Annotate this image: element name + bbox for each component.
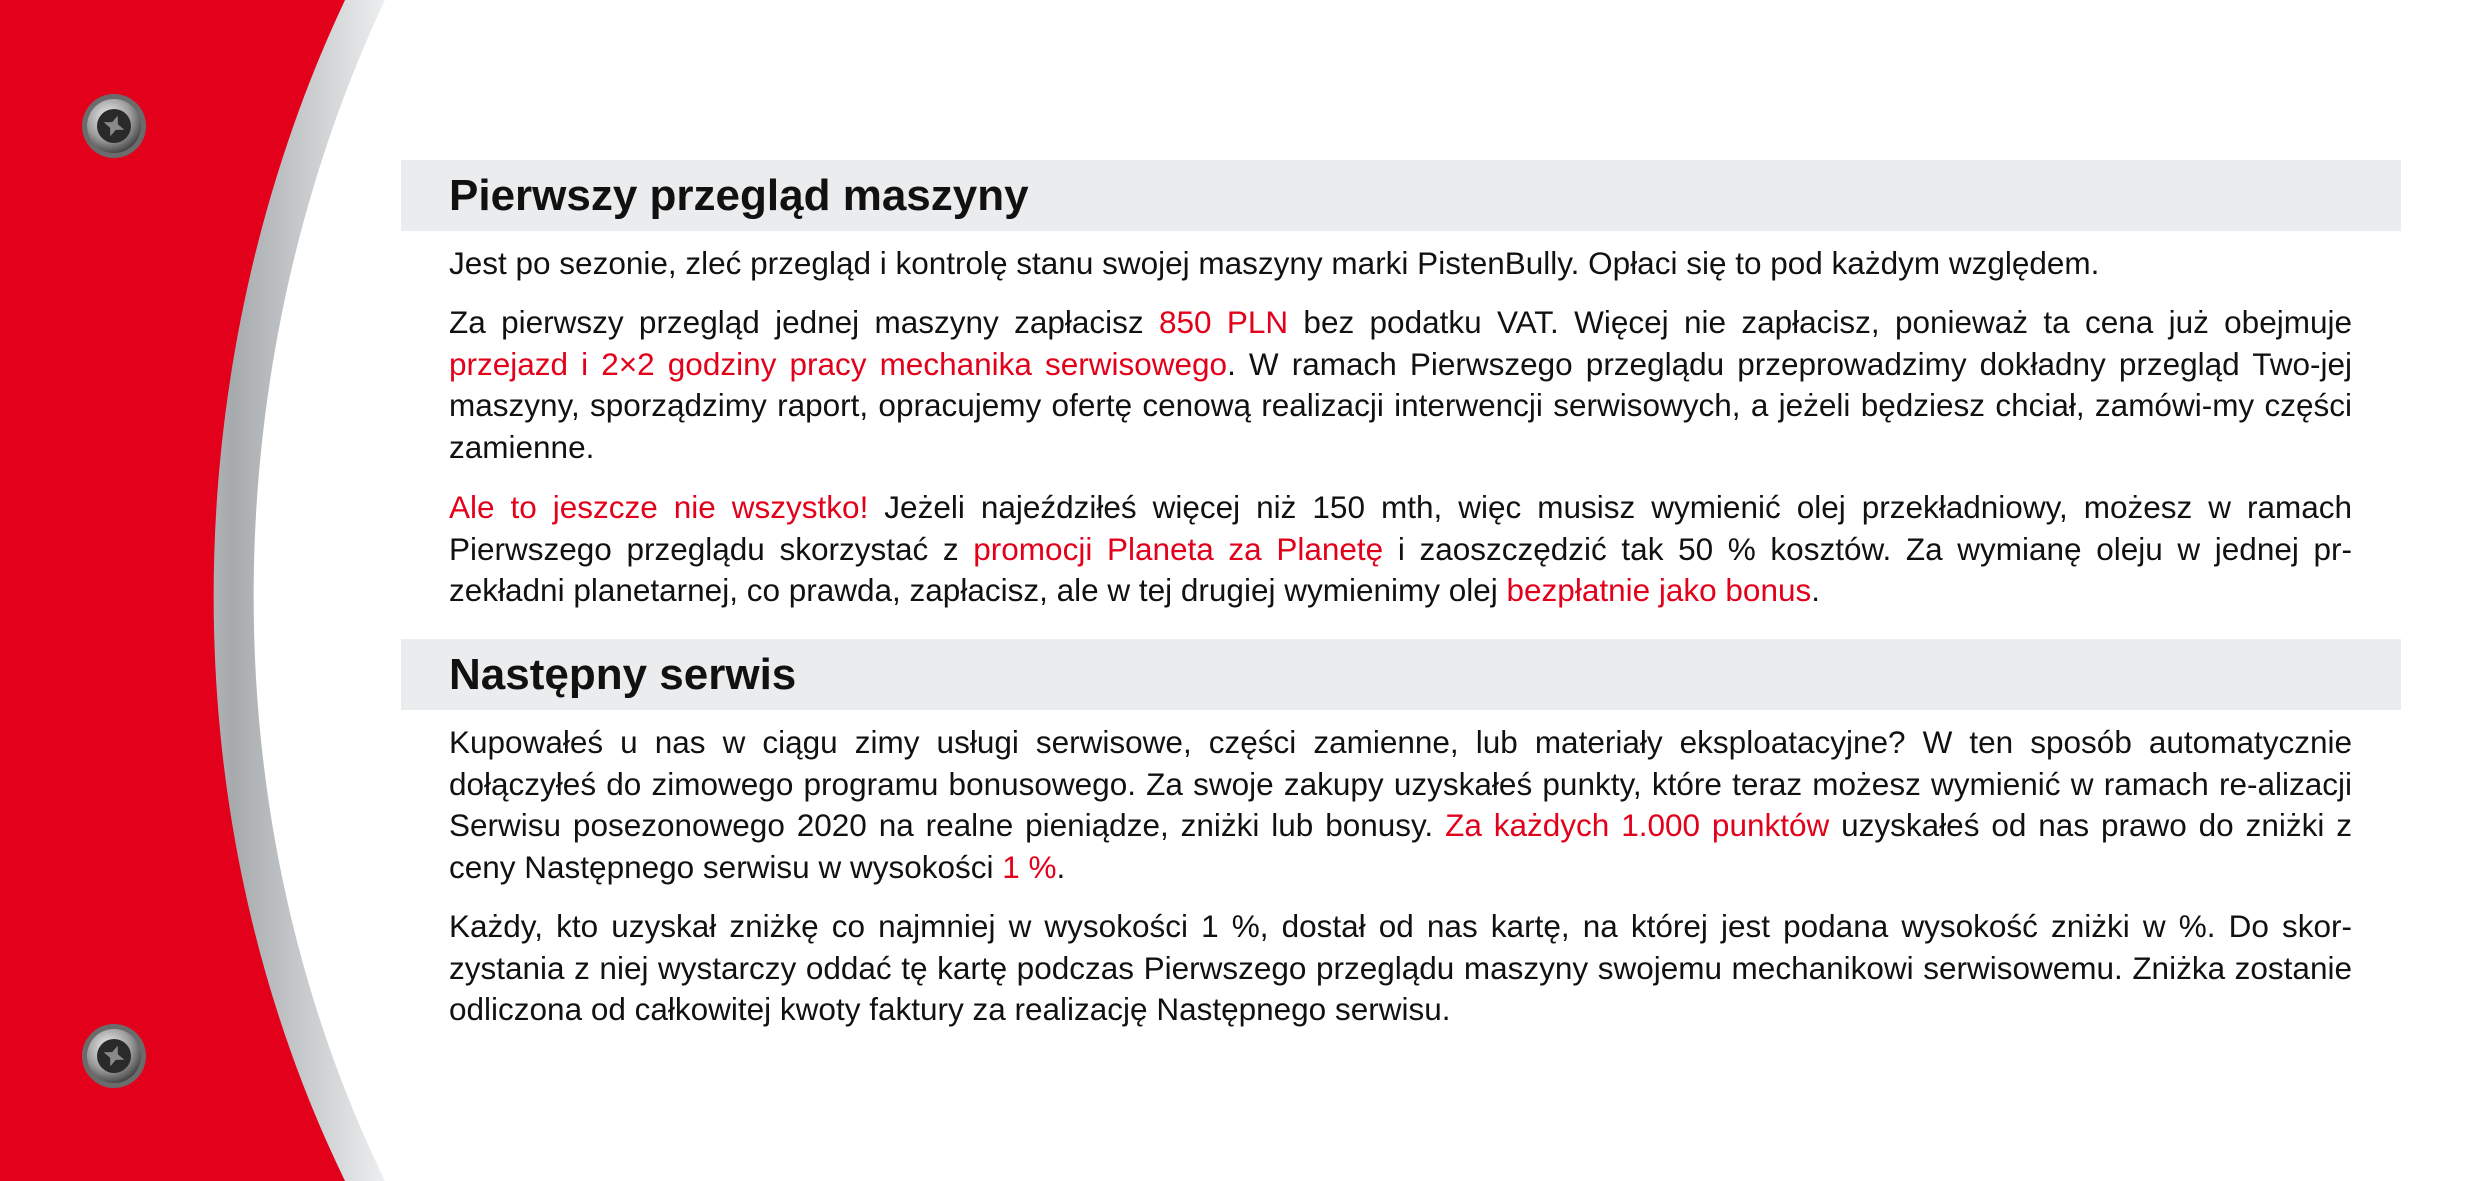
- highlight-promo: promocji Planeta za Planetę: [973, 530, 1384, 567]
- highlight-percent: 1 %: [1002, 848, 1057, 885]
- paragraph-price: Za pierwszy przegląd jednej maszyny zapłacisz 850 PLN bez podatku VAT. Więcej nie zapłacisz, ponieważ ta cena już obejmuje przejazd i 2×2 godziny pracy mechanika serwisowego. W ramach Pierwszego przeglądu przeprowadzimy dokładny przegląd Two-jej maszyny, sporządzimy raport, opracujemy ofertę cenową realizacji interwencji serwisowych, a jeżeli będziesz chciał, zamówi-my części zamienne.: [449, 304, 2352, 465]
- section-header-next-service: [401, 639, 2401, 710]
- paragraph-bonus: Ale to jeszcze nie wszystko! Jeżeli najeździłeś więcej niż 150 mth, więc musisz wymienić olej przekładniowy, możesz w ramach Pierwszego przeglądu skorzystać z promocji Planeta za Planetę i zaoszczędzić tak 50 % kosztów. Za wymianę oleju w jednej pr-zekładni planetarnej, co prawda, zapłacisz, ale w tej drugiej wymienimy olej bezpłatnie jako bonus.: [449, 489, 2352, 609]
- highlight-free: bezpłatnie jako bonus: [1506, 572, 1812, 609]
- paragraph-intro: Jest po sezonie, zleć przegląd i kontrolę stanu swojej maszyny marki PistenBully. Opłaci się to pod każdym względem.: [449, 245, 2100, 281]
- section-header-first-inspection: [401, 160, 2401, 231]
- screw-icon: [81, 1023, 147, 1089]
- paragraph-card: Każdy, kto uzyskał zniżkę co najmniej w wysokości 1 %, dostał od nas kartę, na której jest podana wysokość zniżki w %. Do skor-zystania z niej wystarczy oddać tę kartę podczas Pierwszego przeglądu maszyny swojemu mechanikowi serwisowemu. Zniżka zostanie odliczona od całkowitej kwoty faktury za realizację Następnego serwisu.: [449, 908, 2352, 1028]
- screw-icon: [81, 93, 147, 159]
- red-curved-band: [0, 0, 420, 1181]
- highlight-price: 850 PLN: [1158, 304, 1289, 340]
- highlight-included: przejazd i 2×2 godziny pracy mechanika serwisowego: [449, 345, 1228, 382]
- section-title: Pierwszy przegląd maszyny: [449, 171, 1029, 220]
- section-title: Następny serwis: [449, 650, 797, 699]
- highlight-points: Za każdych 1.000 punktów: [1445, 807, 1830, 844]
- highlight-not-all: Ale to jeszcze nie wszystko!: [449, 489, 869, 525]
- paragraph-points: Kupowałeś u nas w ciągu zimy usługi serwisowe, części zamienne, lub materiały eksploatacyjne? W ten sposób automatycznie dołączyłeś do zimowego programu bonusowego. Za swoje zakupy uzyskałeś punkty, które teraz możesz wymienić w ramach re-alizacji Serwisu posezonowego 2020 na realne pieniądze, zniżki lub bonusy. Za każdych 1.000 punktów uzyskałeś od nas prawo do zniżki z ceny Następnego serwisu w wysokości 1 %.: [449, 724, 2352, 885]
